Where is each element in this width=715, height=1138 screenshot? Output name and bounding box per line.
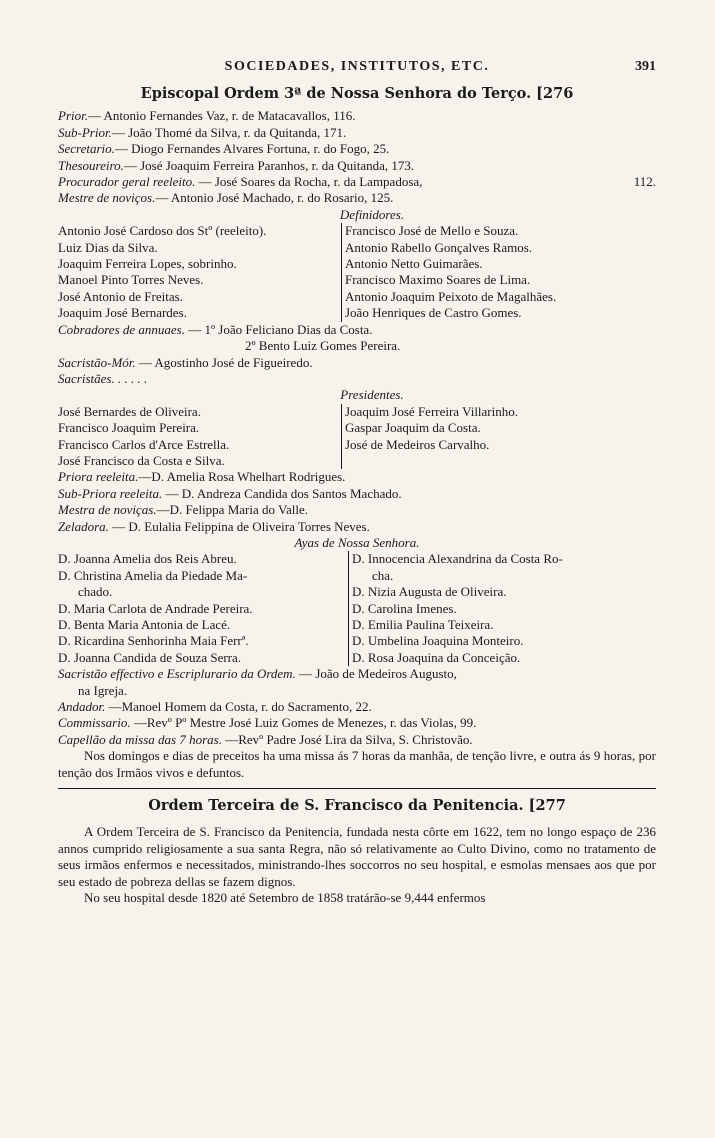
- list-item: D. Joanna Amelia dos Reis Abreu.: [58, 551, 237, 567]
- presidentes-left: [58, 404, 341, 470]
- list-item: Antonio Netto Guimarães.: [345, 256, 483, 272]
- list-item: chado.: [78, 584, 113, 600]
- ayas-columns: [58, 551, 656, 666]
- list-item: Francisco Carlos d'Arce Estrella.: [58, 436, 230, 452]
- franciscan-paragraph-1: A Ordem Terceira de S. Francisco da Penitencia, fundada nesta côrte em 1622, tem no longo espaço de 236 annos cumprido religiosamente a sua santa Regra, não só relativamente ao Culto Divino, como no tratamento de seus irmãos enfermos e necessitados, ministrando-lhes soccorros no seu hospital, e esmolas mensaes aos que por seu estado de pobreza dellas se fazem dignos.: [58, 824, 656, 889]
- definidores-right: [341, 223, 656, 321]
- presidentes-right: [341, 404, 656, 470]
- sacristao-mor-line: Sacristão-Mór. — Agostinho José de Figueiredo.: [58, 354, 313, 370]
- list-item: D. Carolina Imenes.: [352, 600, 457, 616]
- page-number: 391: [635, 59, 656, 74]
- list-item: Joaquim José Bernardes.: [58, 305, 187, 321]
- cobradores-line-2: 2º Bento Luiz Gomes Pereira.: [245, 338, 401, 354]
- ayas-left: [58, 551, 348, 666]
- list-item: João Henriques de Castro Gomes.: [345, 305, 522, 321]
- list-item: Francisco José de Mello e Souza.: [345, 223, 519, 239]
- franciscan-paragraph-2: No seu hospital desde 1820 até Setembro de 1858 tratárão-se 9,444 enfermos: [84, 890, 486, 906]
- officer-line: Sub-Priora reeleita. — D. Andreza Candida dos Santos Machado.: [58, 485, 402, 501]
- commissario-line: Commissario. —Revº Pº Mestre José Luiz Gomes de Menezes, r. das Violas, 99.: [58, 715, 477, 731]
- officers2-list: [58, 469, 656, 535]
- officer-line: Prior.— Antonio Fernandes Vaz, r. de Matacavallos, 116.: [58, 108, 356, 124]
- list-item: D. Joanna Candida de Souza Serra.: [58, 649, 242, 665]
- list-item: Antonio Rabello Gonçalves Ramos.: [345, 239, 533, 255]
- list-item: D. Benta Maria Antonia de Lacé.: [58, 617, 231, 632]
- list-item: Antonio Joaquim Peixoto de Magalhães.: [345, 288, 557, 304]
- officer-line: Zeladora. — D. Eulalia Felippina de Oliveira Torres Neves.: [58, 518, 370, 534]
- list-item: D. Nizia Augusta de Oliveira.: [352, 584, 507, 600]
- list-item: D. Innocencia Alexandrina da Costa Ro-: [352, 551, 563, 567]
- list-item: D. Ricardina Senhorinha Maia Ferrª.: [58, 633, 249, 649]
- capellao-line: Capellão da missa das 7 horas. —Revº Padre José Lira da Silva, S. Christovão.: [58, 731, 473, 747]
- presidentes-columns: [58, 404, 656, 470]
- list-item: Gaspar Joaquim da Costa.: [345, 420, 481, 436]
- officer-line: Mestre de noviços.— Antonio José Machado, r. do Rosario, 125.: [58, 190, 394, 206]
- list-item: José Bernardes de Oliveira.: [58, 403, 201, 419]
- officer-line: Priora reeleita.—D. Amelia Rosa Whelhart Rodrigues.: [58, 469, 346, 485]
- sacristao-eff-cont: na Igreja.: [78, 682, 128, 698]
- definidores-columns: [58, 223, 656, 321]
- list-item: José Antonio de Freitas.: [58, 288, 183, 304]
- list-item: José Francisco da Costa e Silva.: [58, 452, 225, 468]
- section-title-episcopal: Episcopal Ordem 3ª de Nossa Senhora do Terço. [276: [140, 85, 574, 102]
- list-item: D. Maria Carlota de Andrade Pereira.: [58, 600, 253, 616]
- section-title-franciscan: Ordem Terceira de S. Francisco da Penitencia. [277: [148, 797, 566, 815]
- page: [58, 56, 656, 907]
- officer-line: Secretario.— Diogo Fernandes Alvares Fortuna, r. do Fogo, 25.: [58, 141, 390, 157]
- list-item: Manoel Pinto Torres Neves.: [58, 272, 204, 288]
- officer-line: Mestra de noviças.—D. Felippa Maria do Valle.: [58, 502, 308, 518]
- sacristaes-line: Sacristães. . . . . .: [58, 370, 148, 386]
- list-item: José de Medeiros Carvalho.: [345, 436, 490, 452]
- list-item: Francisco Maximo Soares de Lima.: [345, 272, 531, 288]
- definidores-left: [58, 223, 341, 321]
- presidentes-heading: Presidentes.: [340, 387, 404, 403]
- missa-paragraph: Nos domingos e dias de preceitos ha uma missa ás 7 horas da manhãa, de tenção livre, e outra ás 9 horas, por tenção dos Irmãos vivos e defuntos.: [58, 748, 656, 780]
- officers-list: [58, 108, 656, 206]
- list-item: D. Christina Amelia da Piedade Ma-: [58, 567, 248, 583]
- running-title: SOCIEDADES, INSTITUTOS, ETC.: [224, 59, 490, 74]
- running-header: [58, 56, 656, 78]
- andador-line: Andador. —Manoel Homem da Costa, r. do Sacramento, 22.: [58, 699, 372, 715]
- ayas-heading: Ayas de Nossa Senhora.: [294, 534, 420, 550]
- officer-line: Sub-Prior.— João Thomé da Silva, r. da Quitanda, 171.: [58, 124, 347, 140]
- cobradores-line: Cobradores de annuaes. — 1º João Feliciano Dias da Costa.: [58, 321, 373, 337]
- list-item: Antonio José Cardoso dos Stº (reeleito).: [58, 223, 267, 239]
- list-item: Joaquim José Ferreira Villarinho.: [345, 403, 518, 419]
- sacristao-eff-line: Sacristão effectivo e Escriplurario da Ordem. — João de Medeiros Augusto,: [58, 666, 457, 682]
- list-item: Francisco Joaquim Pereira.: [58, 420, 200, 436]
- officer-line: Thesoureiro.— José Joaquim Ferreira Paranhos, r. da Quitanda, 173.: [58, 157, 415, 173]
- list-item: D. Rosa Joaquina da Conceição.: [352, 649, 521, 665]
- list-item: D. Emilia Paulina Teixeira.: [352, 617, 494, 632]
- ayas-right: [348, 551, 656, 666]
- officer-line: Procurador geral reeleito. — José Soares da Rocha, r. da Lampadosa, 112.: [58, 174, 656, 190]
- list-item: cha.: [372, 567, 394, 583]
- list-item: D. Umbelina Joaquina Monteiro.: [352, 633, 524, 649]
- definidores-heading: Definidores.: [339, 206, 405, 222]
- list-item: Luiz Dias da Silva.: [58, 239, 158, 255]
- section-divider: [58, 788, 656, 789]
- list-item: Joaquim Ferreira Lopes, sobrinho.: [58, 256, 237, 272]
